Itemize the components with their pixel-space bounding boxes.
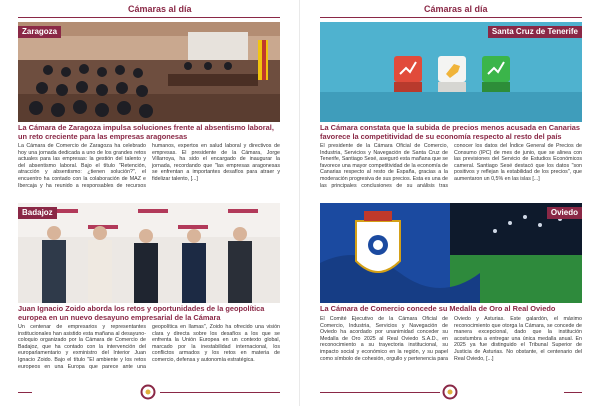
real-oviedo-flag-art <box>320 203 582 303</box>
zaragoza-headline: La Cámara de Zaragoza impulsa soluciones frente al absentismo laboral, un reto creciente para las empresas aragonesas <box>18 123 274 141</box>
badajoz-photo-art <box>18 203 280 303</box>
right-header-title: Cámaras al día <box>424 4 488 14</box>
tenerife-photo <box>320 22 582 122</box>
oviedo-location-tag: Oviedo <box>547 207 582 219</box>
left-footer-rule-b <box>160 392 280 393</box>
left-header-title: Cámaras al día <box>128 4 192 14</box>
zaragoza-body: La Cámara de Comercio de Zaragoza ha celebrado hoy una jornada dedicada a uno de los grandes retos actuales para las empresas: la gestión del talento y del absentismo laboral. Bajo el título "Retención, atracción y absentismo: ¿tienen solución?", el encuentro ha contado con la colaboración de MAZ e Ibercaja y ha reunido a responsables de recursos humanos, expertos en salud laboral y directivos de empresas. El presidente de la Cámara, Jorge Villarroya, ha sido el encargado de inaugurar la jornada, recordando que "las empresas aragonesas se enfrentan a importantes desafíos para atraer y fidelizar talento, [...] <box>18 143 280 189</box>
camara-logo-icon <box>140 384 156 400</box>
tenerife-headline: La Cámara constata que la subida de precios menos acusada en Canarias favorece la competitividad de su economía respecto al resto del país <box>320 123 581 141</box>
badajoz-headline: Juan Ignacio Zoido aborda los retos y oportunidades de la geopolítica europea en un nuevo desayuno empresarial de la Cámara <box>18 304 265 322</box>
badajoz-photo <box>18 203 280 303</box>
left-header-rule <box>18 17 280 18</box>
zaragoza-photo <box>18 22 280 122</box>
camara-logo-icon <box>442 384 458 400</box>
oviedo-body: El Comité Ejecutivo de la Cámara Oficial de Comercio, Industria, Servicios y Navegación de Oviedo ha acordado por unanimidad conceder su Medalla de Oro 2025 al Real Oviedo S.A.D., en reconocimiento a su trayectoria institucional, su impacto social y económico en la región, y su papel como símbolo de cohesión, orgullo y pertenencia para Oviedo y Asturias. Este galardón, el máximo reconocimiento que otorga la Cámara, se concede de manera excepcional, dado que la institución acostumbra a entregar una única medalla anual. En 2025 ya fue distinguido el Tribunal Superior de Justicia de Asturias. No obstante, el centenario del Real Oviedo, [...] <box>320 316 582 362</box>
tenerife-location-tag: Santa Cruz de Tenerife <box>488 26 582 38</box>
right-footer-rule-b <box>564 392 582 393</box>
left-footer-rule-a <box>18 392 32 393</box>
right-page <box>300 0 600 406</box>
right-footer-rule-a <box>320 392 440 393</box>
oviedo-headline: La Cámara de Comercio concede su Medalla de Oro al Real Oviedo <box>320 304 556 313</box>
badajoz-body: Un centenar de empresarios y representantes institucionales han asistido esta mañana al desayuno-coloquio organizado por la Cámara de Comercio de Badajoz, que ha contado con la intervención del europarlamentario y exministro del Interior Juan Ignacio Zoido. Bajo el título "El ambiente y los retos europeos en una Europa que parece ante una geopolítica en llamas", Zoido ha ofrecido una visión clara y directa sobre los desafíos a los que se enfrenta la Unión Europea en un contexto global, marcado por la inestabilidad internacional, los conflictos armados y los retos en materia de comercio, defensa y autonomía estratégica. <box>18 324 280 370</box>
badajoz-location-tag: Badajoz <box>18 207 57 219</box>
zaragoza-location-tag: Zaragoza <box>18 26 61 38</box>
tenerife-body: El presidente de la Cámara Oficial de Comercio, Industria, Servicios y Navegación de Santa Cruz de Tenerife, Santiago Sesé, aseguró esta mañana que se favorece una mayor competitividad de la economía de Canarias respecto al resto de España, gracias a la moderación progresiva de sus precios. Esta es una de las principales conclusiones de su análisis tras conocer los datos del Índice General de Precios de Consumo (IPC) de mes de junio, que se alinea con las previsiones del Servicio de Estudios Económicos cameral. Santiago Sesé destacó que los datos "son positivos y reflejan la estabilidad de los precios", que aumentaron un 0,5% en las islas [...] <box>320 143 582 189</box>
right-header-rule <box>320 17 582 18</box>
oviedo-photo <box>320 203 582 303</box>
